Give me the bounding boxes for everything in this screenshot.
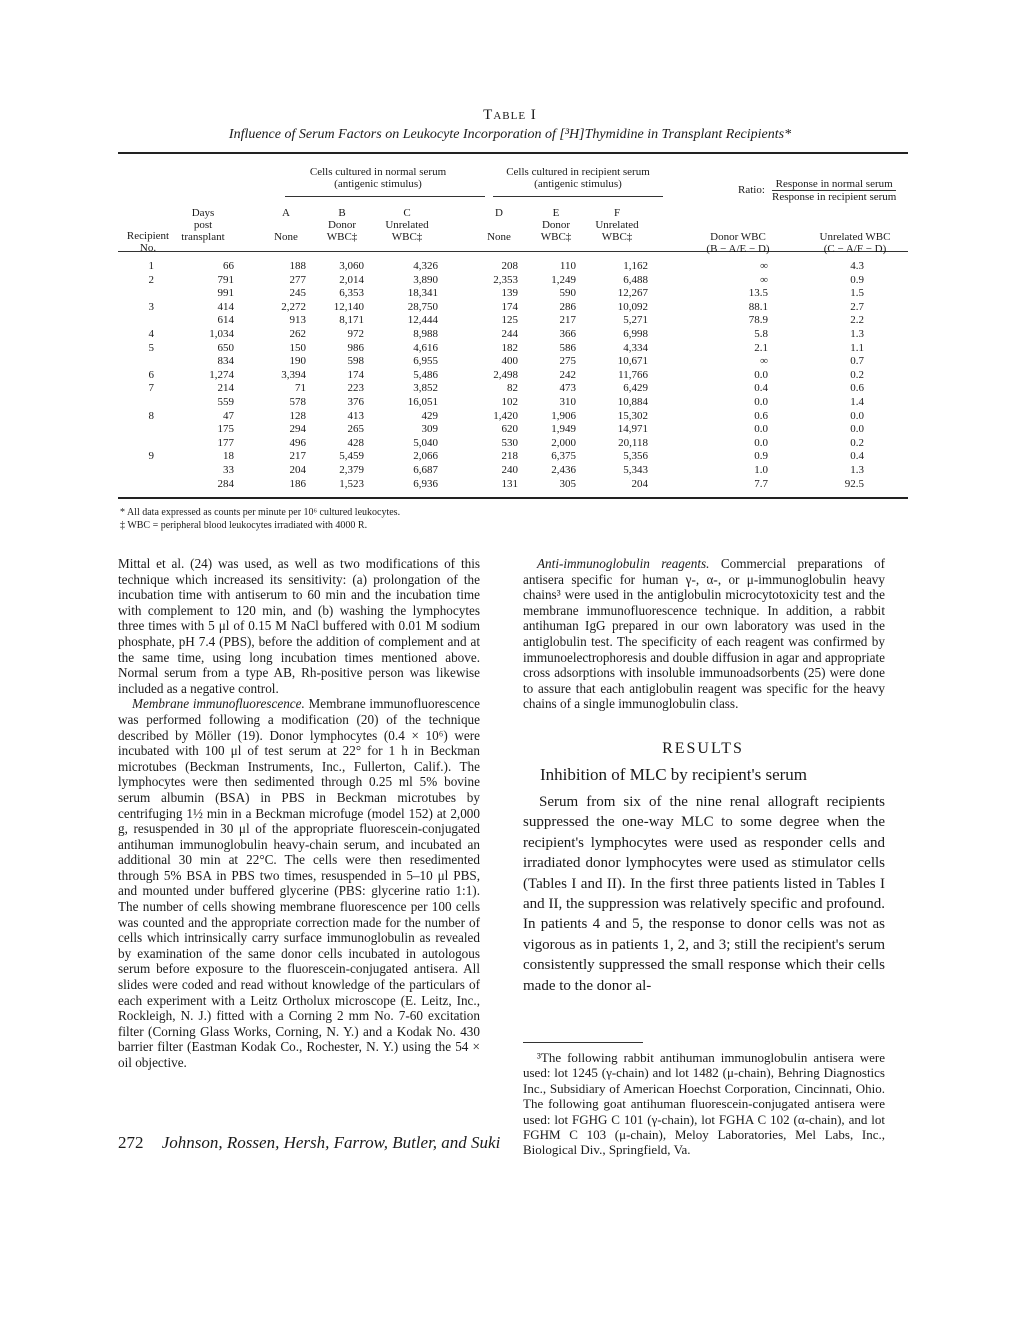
footnote-rule — [523, 1042, 643, 1043]
table-cell: 986 — [347, 341, 364, 354]
table-cell: 28,750 — [407, 300, 438, 313]
page-number: 272 — [118, 1133, 144, 1152]
table-cell: 71 — [295, 382, 306, 395]
table-cell: 12,444 — [407, 314, 438, 327]
table-cell: 150 — [289, 341, 306, 354]
table-cell: ∞ — [760, 260, 768, 272]
table-cell: 2.7 — [850, 300, 864, 313]
table-footnote-2: ‡ WBC = peripheral blood leukocytes irradiated with 4000 R. — [120, 520, 368, 531]
col-days-header: Days post transplant — [181, 207, 225, 243]
footnote-3: ³The following rabbit antihuman immunoglobulin antisera were used: lot 1245 (γ-chain) and lot 1482 (μ-chain), Behring Diagnostics Inc., Subsidiary of American Hoechst Corporation, Cincinnati, Ohio. The following goat antihuman fluorescein-conjugated antisera were used: lot FGHG C 101 (γ-chain), lot FGHA C 102 (α-chain), and lot FGHM C 103 (μ-chain), Meloy Laboratories, Mel Labs, Inc., Biological Div., Springfield, Va. — [523, 1050, 885, 1158]
results-heading: RESULTS — [662, 740, 744, 757]
table-cell: 47 — [223, 409, 234, 422]
table-cell: 5,343 — [623, 464, 648, 476]
table-cell: 0.6 — [754, 409, 768, 422]
table-cell: 0.0 — [754, 423, 768, 436]
reagents-paragraph: Anti-immunoglobulin reagents. Commercial preparations of antisera specific for human γ-, α-, or μ-immunoglobulin heavy chains³ were used in the antiglobulin microcytotoxicity test and the membrane immunofluorescence technique. In addition, a rabbit antihuman IgG prepared in our own laboratory was used in the antiglobulin test. The specificity of each reagent was confirmed by immunoelectrophoresis and double diffusion in agar and appropriate cross adsorptions with insoluble immunoadsorbents (25) were done to assure that each antiglobulin reagent was specific for the heavy chains of a single immunoglobulin class. — [523, 556, 886, 712]
table-cell: 0.2 — [850, 368, 864, 381]
page-footer — [118, 1133, 500, 1153]
running-authors: Johnson, Rossen, Hersh, Farrow, Butler, and Suki — [161, 1133, 501, 1152]
table-cell: 972 — [347, 328, 364, 340]
table-cell: 559 — [217, 396, 234, 408]
table-cell: 1.5 — [850, 287, 864, 300]
table-cell: 174 — [501, 300, 518, 313]
col-a-header: A None — [274, 207, 298, 243]
table-cell: 4 — [148, 328, 154, 340]
ratio-label: Ratio: — [738, 184, 765, 196]
table-cell: 10,092 — [617, 300, 648, 313]
table-cell: 0.9 — [850, 273, 864, 286]
table-cell: 82 — [507, 382, 518, 395]
table-cell: 188 — [289, 260, 306, 272]
table-cell: 15,302 — [617, 409, 648, 422]
table-cell: 208 — [501, 260, 518, 272]
table-cell: 240 — [501, 464, 518, 476]
table-cell: 2,000 — [551, 436, 576, 449]
results-paragraph: Serum from six of the nine renal allograft recipients suppressed the one-way MLC to some degree when the recipient's lymphocytes were used as responder cells and irradiated donor lymphocytes were used as stimulator cells (Tables I and II). In the first three patients listed in Tables I and II, the suppression was relatively specific and profound. In patients 4 and 5, the response to donor cells was not as vigorous as in patients 1, 2, and 3; still the recipient's serum consistently suppressed the small response which their cells made to the donor al- — [523, 794, 885, 994]
left-column — [118, 556, 480, 1071]
table-cell: 218 — [501, 450, 518, 463]
table-cell: 2,436 — [551, 464, 576, 476]
table-cell: 0.4 — [754, 382, 768, 395]
table-cell: 6,488 — [623, 273, 648, 286]
table-cell: 5 — [148, 341, 154, 354]
table-cell: 991 — [217, 287, 234, 300]
table-cell: 1,523 — [339, 477, 364, 490]
table-cell: 186 — [289, 477, 306, 490]
table-footnote-1: * All data expressed as counts per minute per 10⁶ cultured leukocytes. — [120, 507, 401, 518]
table-cell: 7 — [148, 382, 154, 395]
methods-paragraph-1: Mittal et al. (24) was used, as well as two modifications of this technique which increased its sensitivity: (a) prolongation of the incubation time with antiserum to 60 min and the incubation time with complement to 120 min, and (b) washing the lymphocytes three times with 5 μl of 0.15 M NaCl buffered with 0.01 M sodium phosphate, pH 7.4 (PBS), before the addition of complement and at the same time, using long incubation times mentioned above. Normal serum from a type AB, Rh-positive person was likewise included as a negative control. — [118, 556, 480, 696]
table-cell: 3,394 — [281, 368, 306, 381]
table-cell: 4,616 — [413, 341, 438, 354]
table-cell: 414 — [217, 300, 234, 313]
table-subtitle: Influence of Serum Factors on Leukocyte Incorporation of [³H]Thymidine in Transplant Recipients* — [228, 127, 792, 142]
table-cell: 10,671 — [617, 355, 648, 368]
table-cell: 1,949 — [551, 423, 576, 436]
table-cell: 20,118 — [618, 436, 648, 449]
table-cell: 1.1 — [850, 341, 864, 354]
table-cell: 413 — [347, 409, 364, 422]
table-cell: 3,852 — [413, 382, 438, 395]
table-cell: 128 — [289, 409, 306, 422]
table-cell: 2 — [148, 273, 154, 286]
table-cell: 473 — [559, 382, 576, 395]
table-cell: 578 — [289, 396, 306, 408]
results-subheading: Inhibition of MLC by recipient's serum — [540, 765, 807, 784]
table-cell: 834 — [217, 355, 234, 368]
table-cell: 6,429 — [623, 382, 648, 395]
table-cell: 376 — [347, 396, 364, 408]
table-cell: 18,341 — [407, 287, 438, 300]
table-cell: 309 — [421, 423, 438, 436]
table-cell: 6,375 — [551, 450, 576, 463]
table-cell: 791 — [217, 273, 234, 286]
table-cell: 7.7 — [754, 477, 768, 490]
table-cell: 11,766 — [618, 368, 648, 381]
table-cell: 88.1 — [748, 300, 768, 313]
table-cell: 0.7 — [850, 355, 864, 368]
table-cell: 214 — [217, 382, 234, 395]
table-cell: 182 — [501, 341, 518, 354]
table-cell: 0.9 — [754, 450, 768, 463]
col-d-header: D None — [487, 207, 511, 243]
table-cell: 13.5 — [748, 287, 768, 300]
table-cell: 1,249 — [551, 273, 576, 286]
table-cell: 2,014 — [339, 273, 364, 286]
table-cell: 33 — [223, 464, 234, 476]
table-cell: 177 — [217, 436, 234, 449]
table-cell: 5,459 — [339, 450, 364, 463]
table-cell: 262 — [289, 328, 306, 340]
table-cell: 0.4 — [850, 450, 864, 463]
table-cell: 620 — [501, 423, 518, 436]
table-cell: 9 — [148, 450, 154, 463]
table-cell: 1,034 — [209, 328, 234, 340]
table-cell: 174 — [347, 368, 364, 381]
table-cell: 265 — [347, 423, 364, 436]
table-cell: 12,267 — [617, 287, 648, 300]
table-cell: 913 — [289, 314, 306, 327]
table-cell: 204 — [631, 477, 648, 490]
table-cell: 2,272 — [281, 300, 306, 313]
table-cell: 496 — [289, 436, 306, 449]
table-cell: 400 — [501, 355, 518, 368]
table-cell: 1,162 — [623, 260, 648, 272]
table-cell: 2,379 — [339, 464, 364, 476]
table-cell: 1,420 — [493, 409, 518, 422]
table-cell: 190 — [289, 355, 306, 368]
table-cell: 5,040 — [413, 436, 438, 449]
col-f-header: F Unrelated WBC‡ — [595, 207, 639, 243]
table-cell: 139 — [501, 287, 518, 300]
table-cell: 614 — [217, 314, 234, 327]
col-ratio-donor-header: Donor WBC (B − A/E − D) — [706, 231, 770, 255]
table-cell: 242 — [559, 368, 576, 381]
table-cell: 598 — [347, 355, 364, 368]
table-cell: 0.0 — [754, 396, 768, 408]
table-cell: 12,140 — [333, 300, 364, 313]
table-cell: 650 — [217, 341, 234, 354]
table-cell: 18 — [223, 450, 234, 463]
data-table — [118, 150, 908, 502]
table-cell: 2.1 — [754, 341, 768, 354]
table-cell: 6,998 — [623, 328, 648, 340]
col-recipient-header: Recipient No. — [126, 230, 170, 254]
table-cell: 1.3 — [850, 328, 864, 340]
table-cell: 366 — [559, 328, 576, 340]
table-cell: 5.8 — [754, 328, 768, 340]
table-cell: 284 — [217, 477, 234, 490]
table-cell: 2,066 — [413, 450, 438, 463]
table-cell: 0.0 — [754, 436, 768, 449]
table-cell: 217 — [559, 314, 576, 327]
table-cell: 3,890 — [413, 273, 438, 286]
table-cell: ∞ — [760, 355, 768, 368]
table-cell: 0.0 — [754, 368, 768, 381]
table-cell: 1,906 — [551, 409, 576, 422]
table-cell: 3 — [148, 300, 154, 313]
table-cell: 10,884 — [617, 396, 648, 408]
table-cell: 428 — [347, 436, 364, 449]
col-c-header: C Unrelated WBC‡ — [385, 207, 429, 243]
table-cell: 1 — [148, 260, 154, 272]
table-cell: 305 — [559, 477, 576, 490]
table-cell: 5,271 — [623, 314, 648, 327]
table-cell: 590 — [559, 287, 576, 300]
table-cell: 6 — [148, 368, 154, 381]
table-cell: 5,486 — [413, 368, 438, 381]
table-cell: 1.3 — [850, 464, 864, 476]
table-cell: 4.3 — [850, 260, 864, 272]
table-cell: 1.4 — [850, 396, 864, 408]
table-cell: 6,353 — [339, 287, 364, 300]
table-cell: 1.0 — [754, 464, 768, 476]
table-cell: 294 — [289, 423, 306, 436]
group-recipient-header: Cells cultured in recipient serum (antigenic stimulus) — [506, 166, 650, 190]
table-cell: 2,353 — [493, 273, 518, 286]
table-cell: 0.0 — [850, 423, 864, 436]
methods-paragraph-2: Membrane immunofluorescence. Membrane immunofluorescence was performed following a modification (20) of the technique described by Möller (19). Donor lymphocytes (0.4 × 10⁶) were incubated with 100 μl of test serum at 22° for 1 h in Beckman microtubes (Beckman Instruments, Inc., Fullerton, Calif.). The lymphocytes were then sedimented through 0.25 ml 5% bovine serum albumin (BSA) in PBS in Beckman microtubes by centrifuging 1½ min in a Beckman microfuge (model 152) at 2,000 g, resuspended in 30 μl of the appropriate fluorescein-conjugated antihuman immunoglobulin heavy-chain serum, and incubated an additional 30 min at 22°C. The cells were then resedimented through 5% BSA in PBS two times, resuspended in 5–10 μl PBS, and mounted under buffered glycerine (PBS: glycerine ratio 1:1). The number of cells showing membrane fluorescence per 100 cells was counted and the appropriate correction made for the number of cells which intrinsically carry surface immunoglobulin as revealed by examination of the same donor cells incubated in autologous serum before exposure to the fluorescein-conjugated antisera. All slides were coded and read without knowledge of the particulars of each experiment with a Leitz Ortholux microscope (E. Leitz, Inc., Rockleigh, N. J.) fitted with a Corning 2 mm No. 7-60 excitation filter (Corning Glass Works, Corning, N. Y.) and a Kodak No. 430 barrier filter (Eastman Kodak Co., Rochester, N. Y.) using the 54 × oil objective. — [118, 696, 480, 1070]
col-b-header: B Donor WBC‡ — [326, 207, 358, 243]
table-cell: 3,060 — [339, 260, 364, 272]
table-cell: 286 — [559, 300, 576, 313]
table-cell: ∞ — [760, 273, 768, 286]
table-cell: 175 — [217, 423, 234, 436]
table-cell: 6,955 — [413, 355, 438, 368]
table-cell: 586 — [559, 341, 576, 354]
table-cell: 2.2 — [850, 314, 864, 327]
table-cell: 102 — [501, 396, 518, 408]
table-cell: 2,498 — [493, 368, 518, 381]
table-cell: 4,326 — [413, 260, 438, 272]
table-cell: 5,356 — [623, 450, 648, 463]
table-cell: 204 — [289, 464, 306, 476]
right-column — [523, 556, 885, 712]
table-cell: 429 — [421, 409, 438, 422]
table-cell: 1,274 — [209, 368, 234, 381]
table-cell: 0.0 — [850, 409, 864, 422]
table-cell: 110 — [559, 260, 576, 272]
col-e-header: E Donor WBC‡ — [540, 207, 572, 243]
table-cell: 0.6 — [850, 382, 864, 395]
table-cell: 6,936 — [413, 477, 438, 490]
table-cell: 277 — [289, 273, 306, 286]
table-cell: 8,171 — [339, 314, 364, 327]
table-cell: 78.9 — [748, 314, 768, 327]
table-cell: 16,051 — [407, 396, 438, 408]
table-cell: 275 — [559, 355, 576, 368]
table-cell: 92.5 — [844, 477, 864, 490]
table-cell: 245 — [289, 287, 306, 300]
col-ratio-unrelated-header: Unrelated WBC (C − A/F − D) — [819, 231, 891, 255]
table-cell: 223 — [347, 382, 364, 395]
table-cell: 125 — [501, 314, 518, 327]
table-cell: 310 — [559, 396, 576, 408]
table-cell: 14,971 — [617, 423, 648, 436]
table-cell: 244 — [501, 328, 518, 340]
group-normal-header: Cells cultured in normal serum (antigenic stimulus) — [309, 166, 447, 190]
ratio-fraction: Response in normal serum Response in recipient serum — [772, 178, 897, 203]
table-cell: 66 — [223, 260, 234, 272]
table-cell: 530 — [501, 436, 518, 449]
table-cell: 4,334 — [623, 341, 648, 354]
table-title: Table I — [483, 107, 537, 123]
table-cell: 0.2 — [850, 436, 864, 449]
table-cell: 8 — [148, 409, 154, 422]
table-cell: 131 — [501, 477, 518, 490]
table-cell: 6,687 — [413, 464, 438, 476]
table-cell: 217 — [289, 450, 306, 463]
table-cell: 8,988 — [413, 328, 438, 340]
